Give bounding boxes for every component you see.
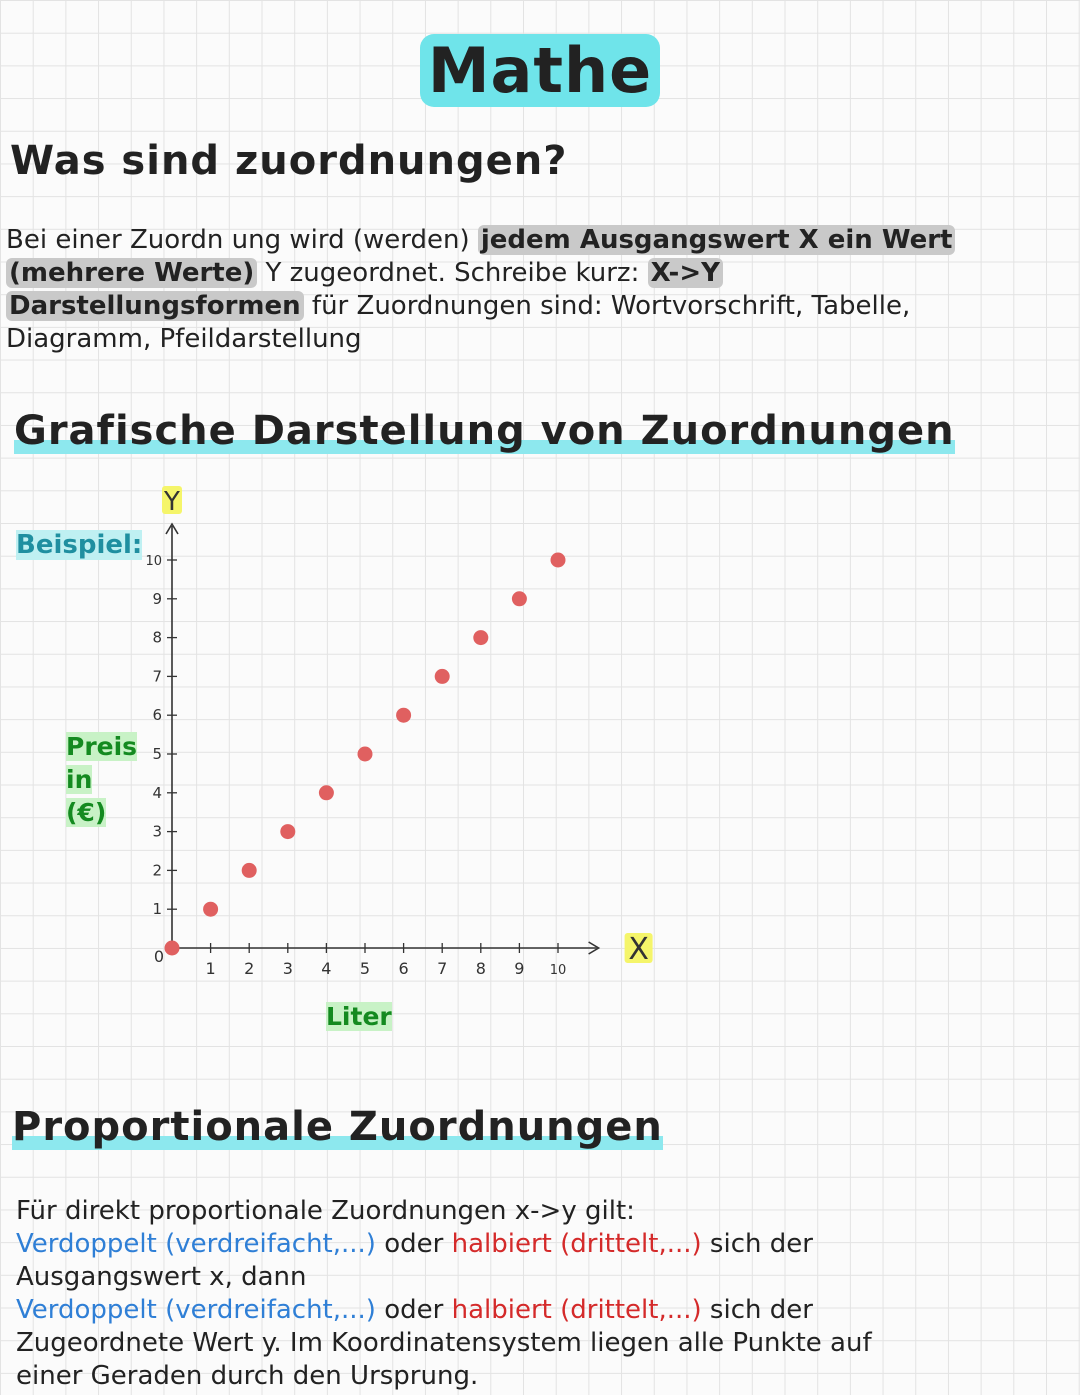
proportional-line-5: Zugeordnete Wert y. Im Koordinatensystem liegen alle Punkte auf xyxy=(16,1328,872,1358)
x-tick-label: 5 xyxy=(359,959,371,978)
x-axis-letter: X xyxy=(628,932,649,967)
x-axis-label: Liter xyxy=(326,1002,392,1031)
x-tick-label: 10 xyxy=(549,963,567,978)
data-point xyxy=(280,824,295,839)
proportional-line-1: Für direkt proportionale Zuordnungen x->y gilt: xyxy=(16,1196,635,1226)
y-tick-label: 2 xyxy=(152,861,162,880)
data-point xyxy=(435,669,450,684)
section-heading-grafische-darstellung: Grafische Darstellung von Zuordnungen xyxy=(14,408,955,454)
data-point xyxy=(165,941,180,956)
proportional-line-4: Verdoppelt (verdreifacht,...) oder halbiert (drittelt,...) sich der xyxy=(16,1295,813,1325)
page-title xyxy=(0,34,1080,107)
proportional-paragraph xyxy=(16,1195,1076,1393)
definition-line-4: Diagramm, Pfeildarstellung xyxy=(6,324,362,354)
x-tick-label: 3 xyxy=(282,959,293,978)
y-tick-label: 9 xyxy=(152,589,162,608)
y-tick-label: 8 xyxy=(152,628,162,647)
y-tick-label: 3 xyxy=(152,822,162,841)
x-tick-label: 8 xyxy=(475,959,486,978)
y-axis-letter: Y xyxy=(164,487,180,517)
x-tick-label: 2 xyxy=(244,959,255,978)
x-tick-label: 0 xyxy=(153,947,165,966)
proportional-line-6: einer Geraden durch den Ursprung. xyxy=(16,1361,479,1391)
proportional-line-2: Verdoppelt (verdreifacht,...) oder halbiert (drittelt,...) sich der xyxy=(16,1229,813,1259)
y-tick-label: 10 xyxy=(145,554,162,569)
page-title-text: Mathe xyxy=(420,34,660,107)
data-point xyxy=(358,747,373,762)
x-tick-label: 6 xyxy=(398,959,409,978)
data-point xyxy=(512,591,527,606)
example-label: Beispiel: xyxy=(16,530,143,560)
proportional-line-3: Ausgangswert x, dann xyxy=(16,1262,307,1292)
data-point xyxy=(396,708,411,723)
scatter-chart xyxy=(0,480,700,1000)
definition-line-3: Darstellungsformen für Zuordnungen sind: Wortvorschrift, Tabelle, xyxy=(6,290,1076,323)
x-tick-label: 9 xyxy=(514,959,525,978)
y-tick-label: 6 xyxy=(152,706,162,725)
y-tick-label: 5 xyxy=(152,745,162,763)
x-tick-label: 7 xyxy=(437,959,448,978)
data-point xyxy=(473,630,488,645)
section-heading-proportionale: Proportionale Zuordnungen xyxy=(12,1104,663,1150)
y-tick-label: 1 xyxy=(152,900,162,919)
y-tick-label: 4 xyxy=(152,783,162,802)
y-axis-label: Preis in (€) xyxy=(66,732,138,827)
data-point xyxy=(551,553,566,568)
definition-line-2: (mehrere Werte) Y zugeordnet. Schreibe kurz: X->Y xyxy=(6,257,1076,290)
data-point xyxy=(242,863,257,878)
data-point xyxy=(319,785,334,800)
definition-line-1: Bei einer Zuordn ung wird (werden) jedem Ausgangswert X ein Wert xyxy=(6,224,1076,257)
definition-paragraph xyxy=(6,224,1076,356)
y-tick-label: 7 xyxy=(152,667,162,686)
x-tick-label: 1 xyxy=(205,959,216,978)
section-heading-zuordnungen: Was sind zuordnungen? xyxy=(10,138,568,184)
x-tick-label: 4 xyxy=(321,959,332,978)
data-point xyxy=(203,902,218,917)
